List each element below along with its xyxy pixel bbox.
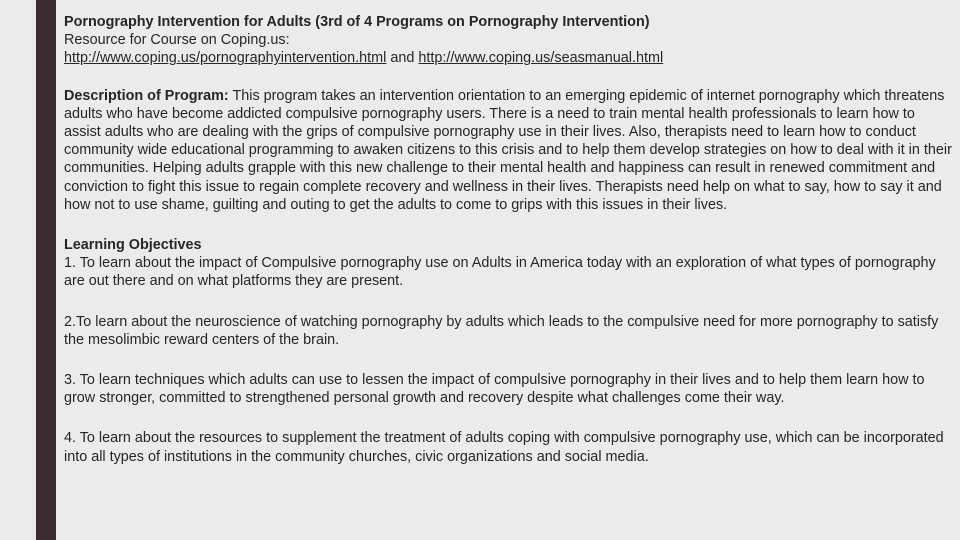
objective-1: 1. To learn about the impact of Compulsive pornography use on Adults in America today with an exploration of what types of pornography are out there and on what platforms they are present. [64, 255, 936, 290]
program-title: Pornography Intervention for Adults (3rd of 4 Programs on Pornography Intervention) [64, 14, 650, 30]
learning-objectives-heading: Learning Objectives [64, 237, 202, 254]
objective-3: 3. To learn techniques which adults can use to lessen the impact of compulsive pornography in their lives and to help them learn how to grow stronger, committed to strengthened personal growth and recovery despite what challenges come their way. [64, 372, 925, 407]
slide-content [64, 13, 952, 466]
program-description [64, 87, 952, 214]
coping-seas-manual-link[interactable]: http://www.coping.us/seasmanual.html [418, 50, 664, 67]
resource-links [64, 49, 952, 67]
and-text: and [386, 50, 419, 67]
side-accent-bar [36, 0, 56, 540]
description-text: This program takes an intervention orientation to an emerging epidemic of internet pornography which threatens adults who have become addicted compulsive pornography users. There is a need to train mental health professionals to learn how to assist adults who are dealing with the grips of compulsive pornography use in their lives. Also, therapists need to learn how to conduct community wide educational programming to awaken citizens to this crisis and to help them develop strategies on how to deal with it in their communities. Helping adults grapple with this new challenge to their mental health and happiness can result in renewed commitment and conviction to fight this issue to regain complete recovery and wellness in their lives. Therapists need help on what to say, how to say it and how not to use shame, guilting and outing to get the adults to come to grips with this issues in their lives. [64, 87, 952, 213]
resource-line: Resource for Course on Coping.us: [64, 32, 290, 49]
description-label: Description of Program: [64, 87, 229, 104]
coping-pornography-intervention-link[interactable]: http://www.coping.us/pornographyintervention.html [64, 50, 387, 67]
objective-2: 2.To learn about the neuroscience of watching pornography by adults which leads to the compulsive need for more pornography to satisfy the mesolimbic reward centers of the brain. [64, 313, 939, 348]
objective-4: 4. To learn about the resources to supplement the treatment of adults coping with compulsive pornography use, which can be incorporated into all types of institutions in the community churches, civic organizations and social media. [64, 430, 944, 465]
